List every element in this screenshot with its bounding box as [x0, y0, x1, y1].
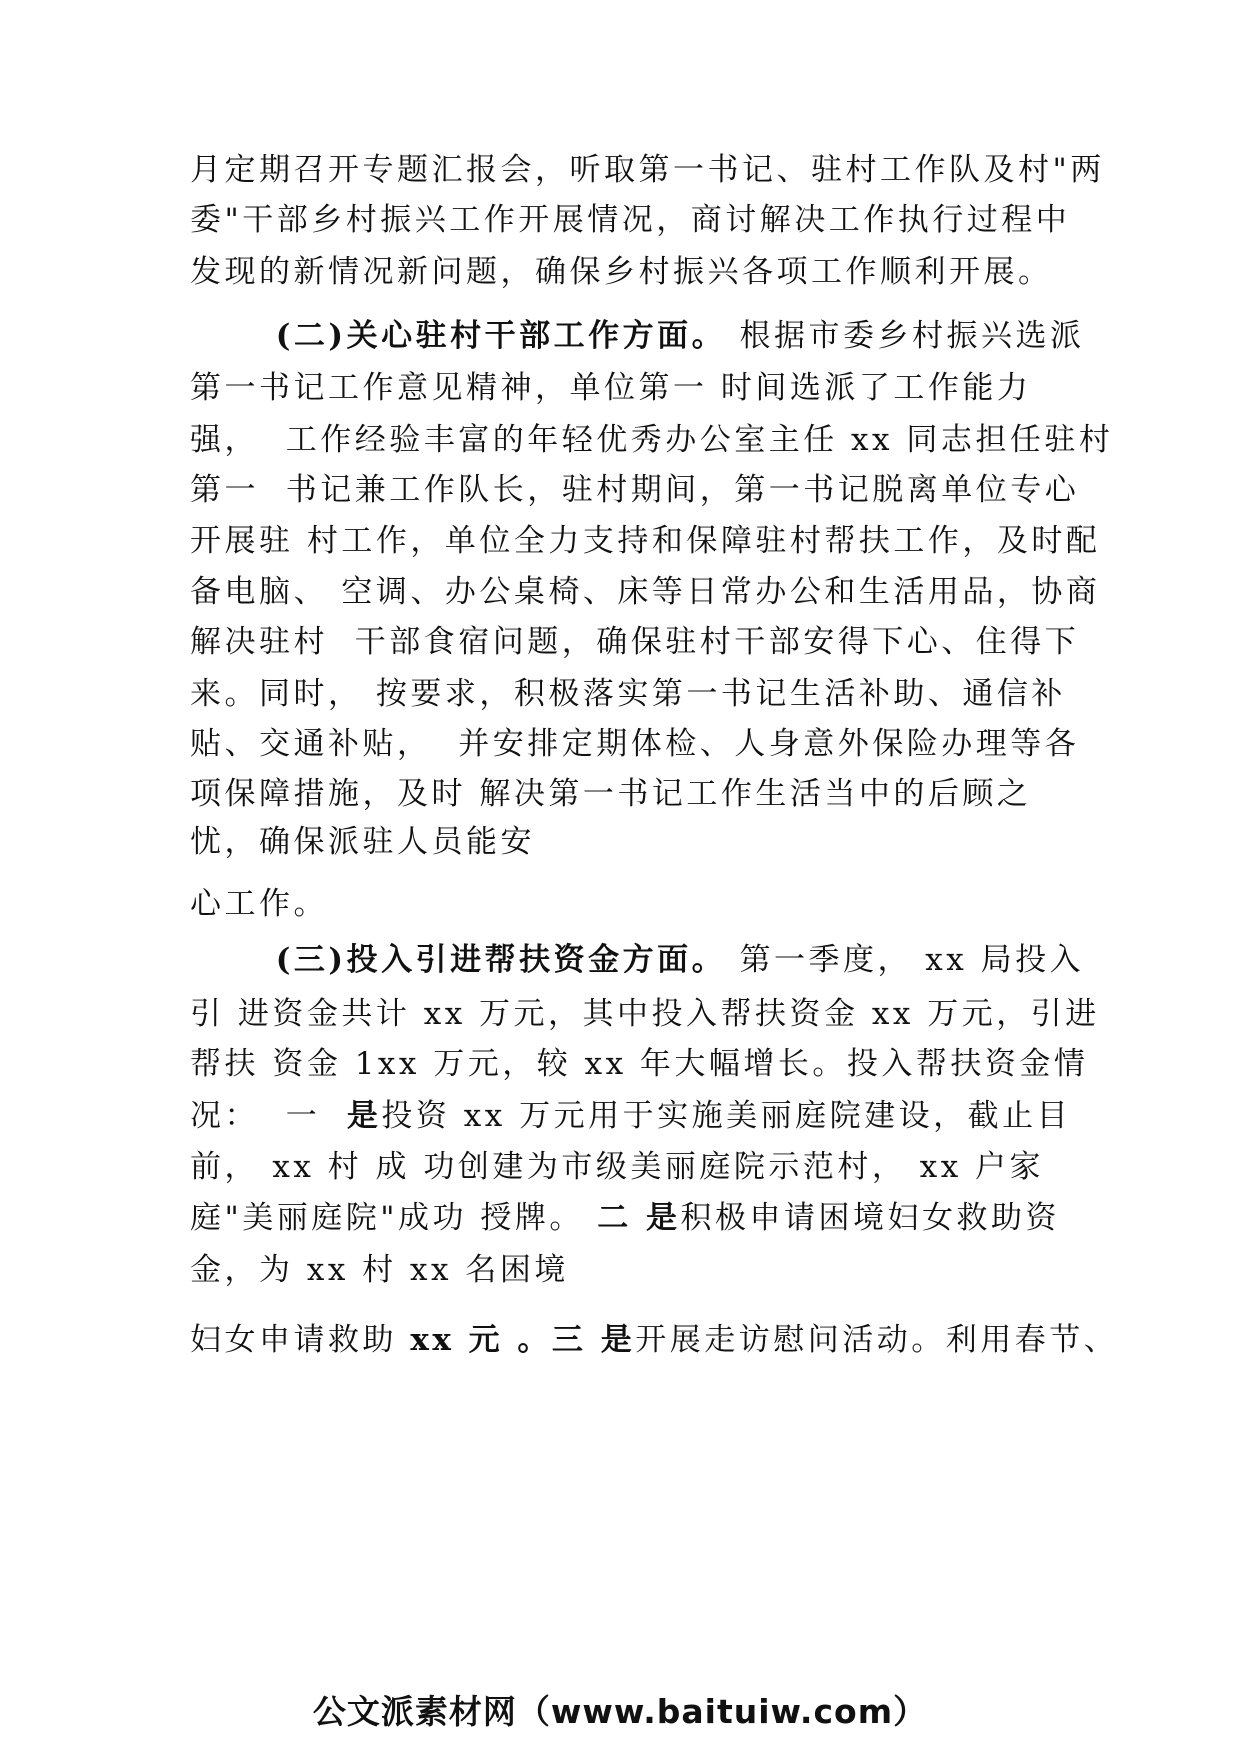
- paragraph-line: [190, 1198, 1060, 1238]
- text-segment: 解决驻村 干部食宿问题，确保驻村干部安得下心、住得下: [190, 624, 1080, 660]
- text-segment: 根据市委乡村振兴选派: [726, 318, 1085, 354]
- bold-text-segment: 二 是: [597, 1200, 681, 1236]
- text-segment: 心工作。: [190, 886, 328, 922]
- text-segment: 发现的新情况新问题，确保乡村振兴各项工作顺利开展。: [190, 254, 1053, 290]
- paragraph-line: [190, 940, 1084, 980]
- text-segment: 引 进资金共计 xx 万元，其中投入帮扶资金 xx 万元，引进: [190, 996, 1100, 1032]
- paragraph-line: [190, 1250, 569, 1290]
- text-segment: 前， xx 村 成 功创建为市级美丽庭院示范村， xx 户家: [190, 1149, 1045, 1185]
- paragraph-line: [190, 774, 1031, 814]
- paragraph-line: [190, 316, 1084, 356]
- paragraph-line: [190, 1320, 1118, 1360]
- paragraph-line: [190, 622, 1079, 662]
- text-segment: 备电脑、 空调、办公桌椅、床等日常办公和生活用品，协商: [190, 574, 1101, 610]
- footer-watermark: 公文派素材网（www.baituiw.com）: [312, 1692, 928, 1731]
- text-segment: 来。同时， 按要求，积极落实第一书记生活补助、通信补: [190, 676, 1066, 712]
- paragraph-line: [190, 884, 328, 924]
- paragraph-line: [190, 252, 1053, 292]
- text-segment: 积极申请困境妇女救助资: [680, 1200, 1061, 1236]
- text-segment: 投资 xx 万元用于实施美丽庭院建设，截止目: [381, 1098, 1072, 1134]
- paragraph-line: [190, 521, 1100, 561]
- text-segment: 第一季度， xx 局投入: [726, 942, 1085, 978]
- paragraph-line: [190, 572, 1100, 612]
- text-segment: 开展走访慰问活动。利用春节、: [635, 1322, 1119, 1358]
- bold-text-segment: xx 元 。三 是: [410, 1322, 636, 1358]
- paragraph-line: [190, 470, 1079, 510]
- paragraph-line: [190, 724, 1079, 764]
- paragraph-line: [190, 368, 1031, 408]
- paragraph-line: [190, 822, 535, 862]
- text-segment: 项保障措施，及时 解决第一书记工作生活当中的后顾之: [190, 776, 1032, 812]
- text-segment: 庭"美丽庭院"成功 授牌。: [190, 1200, 598, 1236]
- paragraph-line: [190, 200, 1070, 240]
- text-segment: 月定期召开专题汇报会，听取第一书记、驻村工作队及村"两: [190, 152, 1105, 188]
- paragraph-line: [190, 420, 1113, 460]
- text-segment: 委"干部乡村振兴工作开展情况，商讨解决工作执行过程中: [190, 202, 1071, 238]
- text-segment: 忧，确保派驻人员能安: [190, 824, 535, 860]
- bold-text-segment: (二)关心驻村干部工作方面。: [190, 318, 727, 354]
- text-segment: 帮扶 资金 1xx 万元，较 xx 年大幅增长。投入帮扶资金情: [190, 1046, 1089, 1082]
- text-segment: 第一书记工作意见精神，单位第一 时间选派了工作能力: [190, 370, 1032, 406]
- bold-text-segment: 是: [346, 1098, 382, 1134]
- text-segment: 妇女申请救助: [190, 1322, 411, 1358]
- text-segment: 开展驻 村工作，单位全力支持和保障驻村帮扶工作，及时配: [190, 523, 1101, 559]
- paragraph-line: [190, 1096, 1071, 1136]
- paragraph-line: [190, 1147, 1044, 1187]
- paragraph-line: [190, 674, 1066, 714]
- paragraph-line: [190, 994, 1100, 1034]
- text-segment: 第一 书记兼工作队长，驻村期间，第一书记脱离单位专心: [190, 472, 1080, 508]
- bold-text-segment: (三)投入引进帮扶资金方面。: [190, 942, 727, 978]
- text-segment: 贴、交通补贴， 并安排定期体检、人身意外保险办理等各: [190, 726, 1080, 762]
- text-segment: 金，为 xx 村 xx 名困境: [190, 1252, 569, 1288]
- text-segment: 强， 工作经验丰富的年轻优秀办公室主任 xx 同志担任驻村: [190, 422, 1114, 458]
- text-segment: 况： 一: [190, 1098, 347, 1134]
- paragraph-line: [190, 150, 1105, 190]
- paragraph-line: [190, 1044, 1088, 1084]
